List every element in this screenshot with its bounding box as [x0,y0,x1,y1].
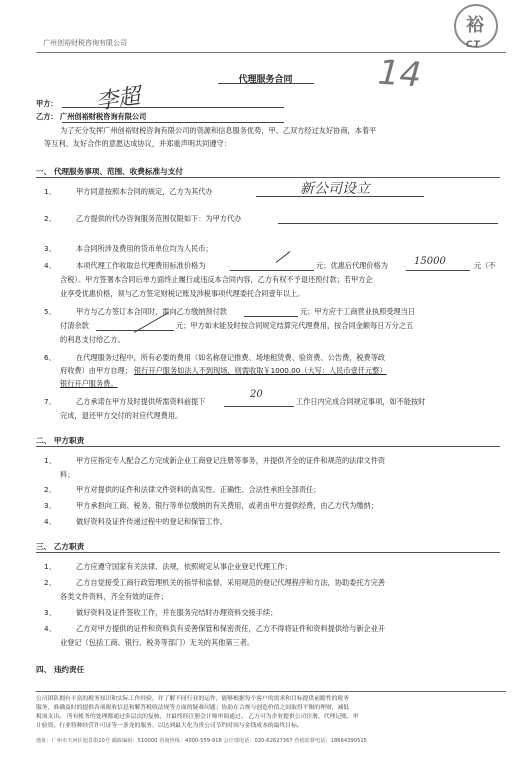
logo-glyph: 裕 [466,15,484,36]
section-1-heading: 一、 代理服务事项、范围、收费标准与支付 [36,167,183,176]
s3-item4-text-b: 业登记（包括工商、银行、税务等部门）无关的其他第三者。 [60,638,255,647]
s1-item5-text-b: 元；甲方应于工商营业执照受理当日 [300,307,416,316]
s1-item6-text-b: 府收费）由甲方自理； [60,366,132,375]
s1-item1-text: 甲方同意按照本合同的规定，乙方为其代办 [76,187,213,196]
s1-item4-text-b: 元；优惠后代理价格为 [316,261,388,270]
s1-item5-prepayment-blank [244,316,298,317]
s1-item4-text-c: 元（不 [474,261,496,270]
section-2-heading: 二、 甲方职责 [36,436,85,445]
s1-item4-pen-stroke [276,251,291,263]
intro-line-1: 为了充分发挥广州创裕财税咨询有限公司的资源和信息服务优势，甲、乙双方经过友好协商，本着平 [60,126,377,135]
s1-item6-number: 6、 [44,353,56,362]
s3-item4-number: 4、 [44,624,56,633]
footer-line-3: 税项支出。 所有帐务的处理都通过多层次的复核，并最终经注册会计师审阅通过。 乙方可为企业提供公司注册、代理记账、审 [36,714,359,720]
s2-item1-number: 1、 [44,456,56,465]
footer-line-1: 公司团队拥有丰富的税务知识和实际工作经验，并了解不同行业的运作，能够根据每个客户的需求和目标提供前瞻性的税务 [36,696,350,702]
s1-item4-text-d: 含税）。甲方签署本合同后单方面终止履行或违反本合同内容，乙方有权不予退还预付款；若甲方企 [60,275,373,284]
s1-item5-text-c: 付清余款 [60,321,89,330]
s1-item5-number: 5、 [44,307,56,316]
s3-item2-text-b: 各类文件资料，齐全有效的证件； [60,592,168,601]
s1-item7-number: 7、 [44,397,56,406]
party-a-signature: 李超 [94,84,142,115]
s3-item3-number: 3、 [44,608,56,617]
s1-item3-text: 本合同所涉及费用的货币单位均为人民币； [76,244,213,253]
s1-item4-text-e: 业享受优惠价格，须与乙方签定财税记账及涉税事项代理委托合同壹年以上。 [60,289,305,298]
s1-item3-number: 3、 [44,244,56,253]
party-b-name: 广州创裕财税咨询有限公司 [60,112,147,121]
section-1-divider [36,177,500,178]
s3-item2-text-a: 乙方自觉接受工商行政管理机关的指导和监督，采用规范的登记代理程序和方法，协助委托方完善 [76,578,386,587]
s2-item1-text-b: 料； [60,470,75,479]
s1-item6-bank-fee: 银行开户服务如法人不到现场，则需收取￥1000.00（大写：人民币壹仟元整） [134,366,387,375]
s1-item5-text-a: 甲方与乙方签订本合同时，需向乙方缴纳预付款 [76,307,227,316]
section-3-heading: 三、 乙方职责 [36,542,85,551]
s1-item6-text-a: 在代理服务过程中，所有必要的费用（如名称登记推费、场地租赁费、验资费、公告费，税费等政 [76,353,386,362]
days-handwriting: 20 [250,389,263,400]
s2-item1-text-a: 甲方应指定专人配合乙方完成新企业工商登记注册等事务，并提供齐全的证件和规范的法律文件资 [76,456,386,465]
s3-item1-number: 1、 [44,562,56,571]
s1-item7-text-a: 乙方承诺在甲方及时提供所需资料前提下 [76,397,206,406]
s3-item2-number: 2、 [44,578,56,587]
section-2-divider [36,446,500,447]
s1-item7-days-blank [224,406,294,407]
s1-item2-blank [278,223,498,224]
title-underline [218,83,314,84]
footer-address: 地址：广州市天河区旭景街10号 邮政编码：510000 咨询热线：4000-559-918 会计部电话：020-62627367 营销监督电话：18664390515 [36,738,367,744]
s1-item5-text-e: 的利息支付给乙方。 [60,335,125,344]
footer-line-4: 计验资、行业特种经营许可证等一条龙的服务，以达到最大化为贵公司节约时间与金钱成本的最终目标。 [36,723,303,729]
s1-item4-text-a: 本项代理工作收取总代理费用标准价格为 [76,261,206,270]
party-a-underline [62,107,284,108]
party-b-label: 乙方： [36,112,58,121]
s1-item4-standard-price-blank [230,270,314,271]
header-company-name: 广州创裕财税咨询有限公司 [43,39,127,47]
s1-item6-bank-fee-end: 银行开户服务费。 [60,379,118,388]
handwritten-page-number: 14 [376,52,423,96]
entrust-item-handwriting: 新公司设立 [300,181,370,197]
s3-item1-text: 乙方应遵守国家有关法律、法规，依照规定从事企业登记代理工作； [76,562,292,571]
logo-letters: CT [466,40,481,50]
s1-item1-number: 1、 [44,187,56,196]
footer-divider [36,691,506,692]
s1-item2-text: 乙方提供的代办咨询服务范围仅限如下：为甲方代办 [76,214,242,223]
discount-price-handwriting: 15000 [414,256,446,267]
s2-item2-text: 甲方对提供的证件和法律文件资料的真实性、正确性、合法性承担全部责任； [76,485,321,494]
s1-item4-number: 4、 [44,261,56,270]
s1-item7-text-b: 工作日内完成合同规定事项，如不能按时 [296,397,426,406]
s1-item2-number: 2、 [44,214,56,223]
s2-item4-text: 做好资料及证件传递过程中的登记和保管工作。 [76,517,227,526]
s3-item3-text: 做好资料及证件签收工作，并在服务完结时办理资料交接手续； [76,608,278,617]
contract-title: 代理服务合同 [238,75,293,85]
s2-item2-number: 2、 [44,485,56,494]
s2-item4-number: 4、 [44,517,56,526]
footer-line-2: 服务，准确及时的提供各项税收信息和解答税收法规等方面的疑难问题；协助在合规与创造价值之间取得平衡的理财，减低 [36,705,350,711]
party-a-label: 甲方： [36,99,58,108]
header-divider [36,52,506,53]
party-b-underline [62,122,284,123]
s2-item3-text: 甲方承担向工商、税务、银行等单位缴纳的有关费用，或者由甲方提供经费，由乙方代为缴纳； [76,501,378,510]
section-3-divider [36,552,500,553]
s2-item3-number: 3、 [44,501,56,510]
section-4-heading: 四、 违约责任 [36,665,85,674]
intro-line-2: 等互利、友好合作的意愿达成协议，并郑重声明共同遵守： [44,139,231,148]
s3-item4-text-a: 乙方对甲方提供的证件和资料负有妥善保管和保密责任，乙方不得将证件和资料提供给与新企业开 [76,624,386,633]
s1-item7-text-c: 完成，退还甲方交付的对应代理费用。 [60,411,183,420]
company-logo [449,4,503,54]
s1-item5-text-d: 元；甲方如未能及时按合同规定结算完代理费用，按合同金额每日万分之五 [176,321,414,330]
s1-item4-discount-price-blank [406,270,470,271]
